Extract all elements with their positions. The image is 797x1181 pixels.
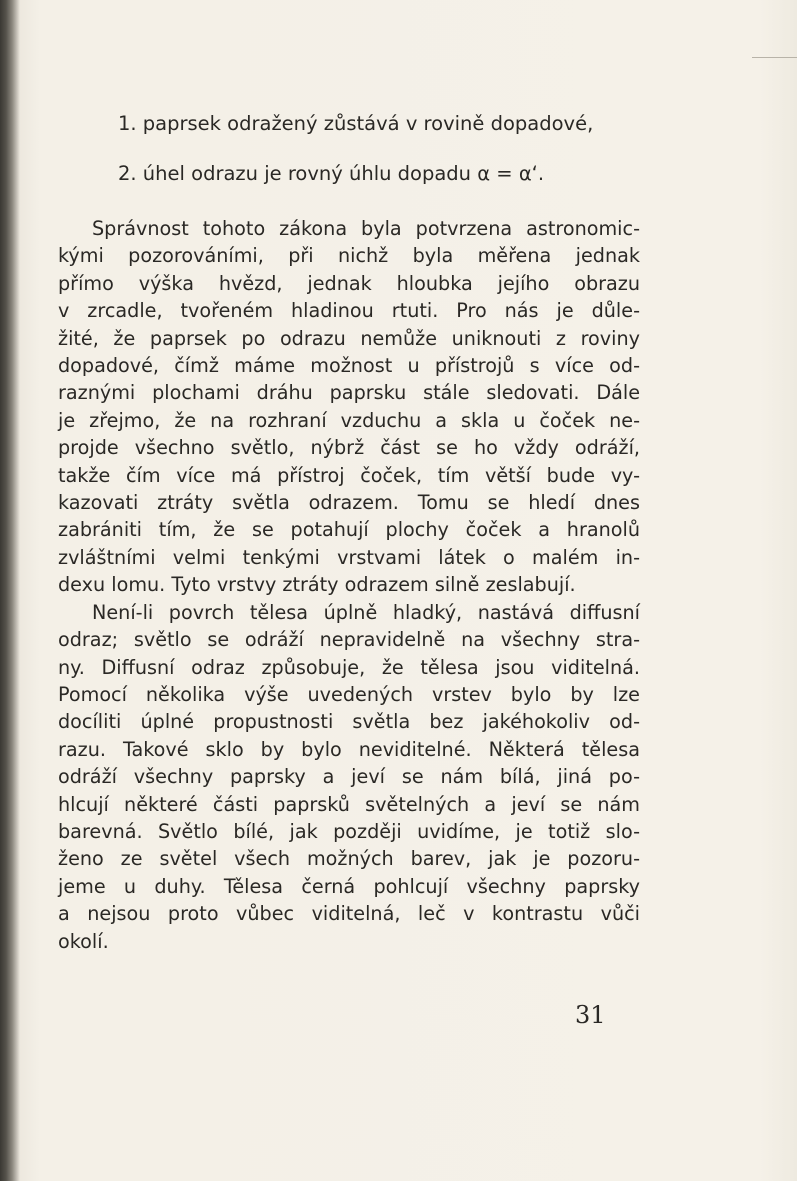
text-line: odráží všechny paprsky a jeví se nám bílá, jiná po- bbox=[58, 765, 640, 789]
text-line: žité, že paprsek po odrazu nemůže uniknouti z roviny bbox=[58, 326, 640, 350]
text-line: takže čím více má přístroj čoček, tím větší bude vy- bbox=[58, 463, 640, 487]
text-line: barevná. Světlo bílé, jak později uvidíme, je totiž slo- bbox=[58, 819, 640, 843]
text-line: kazovati ztráty světla odrazem. Tomu se hledí dnes bbox=[58, 491, 640, 515]
text-line: přímo výška hvězd, jednak hloubka jejího obrazu bbox=[58, 271, 640, 295]
text-line: Správnost tohoto zákona byla potvrzena astronomic- bbox=[92, 217, 640, 240]
text-line: raznými plochami dráhu paprsku stále sledovati. Dále bbox=[58, 381, 640, 405]
text-line: jeme u duhy. Tělesa černá pohlcují všechny paprsky bbox=[58, 874, 640, 898]
text-line: zvláštními velmi tenkými vrstvami látek o malém in- bbox=[58, 545, 640, 569]
text-line: a nejsou proto vůbec viditelná, leč v kontrastu vůči bbox=[58, 902, 640, 926]
text-line: zabrániti tím, že se potahují plochy čoček a hranolů bbox=[58, 518, 640, 542]
text-line: ženo ze světel všech možných barev, jak je pozoru- bbox=[58, 847, 640, 871]
text-line: je zřejmo, že na rozhraní vzduchu a skla u čoček ne- bbox=[58, 408, 640, 432]
body-text bbox=[58, 215, 640, 955]
text-line: ny. Diffusní odraz způsobuje, že tělesa jsou viditelná. bbox=[58, 655, 640, 679]
text-line: projde všechno světlo, nýbrž část se ho vždy odráží, bbox=[58, 436, 640, 460]
text-line: docíliti úplné propustnosti světla bez jakéhokoliv od- bbox=[58, 710, 640, 734]
text-line: Není-li povrch tělesa úplně hladký, nastává diffusní bbox=[92, 600, 640, 624]
book-spine-shadow bbox=[0, 0, 20, 1181]
page-number: 31 bbox=[575, 1001, 606, 1029]
text-line: dopadové, čímž máme možnost u přístrojů s více od- bbox=[58, 354, 640, 378]
text-line: okolí. bbox=[58, 929, 109, 953]
text-line: hlcují některé části paprsků světelných a jeví se nám bbox=[58, 792, 640, 816]
text-line: dexu lomu. Tyto vrstvy ztráty odrazem silně zeslabují. bbox=[58, 573, 576, 597]
law-item-2: 2. úhel odrazu je rovný úhlu dopadu α = α‘. bbox=[118, 162, 545, 185]
text-line: v zrcadle, tvořeném hladinou rtuti. Pro nás je důle- bbox=[58, 299, 640, 323]
text-line: odraz; světlo se odráží nepravidelně na všechny stra- bbox=[58, 628, 640, 652]
law-item-1: 1. paprsek odražený zůstává v rovině dopadové, bbox=[118, 112, 594, 135]
text-line: Pomocí několika výše uvedených vrstev bylo by lze bbox=[58, 682, 640, 706]
edge-mark bbox=[752, 57, 797, 58]
text-line: kými pozorováními, při nichž byla měřena jednak bbox=[58, 244, 640, 268]
text-line: razu. Takové sklo by bylo neviditelné. Některá tělesa bbox=[58, 737, 640, 761]
